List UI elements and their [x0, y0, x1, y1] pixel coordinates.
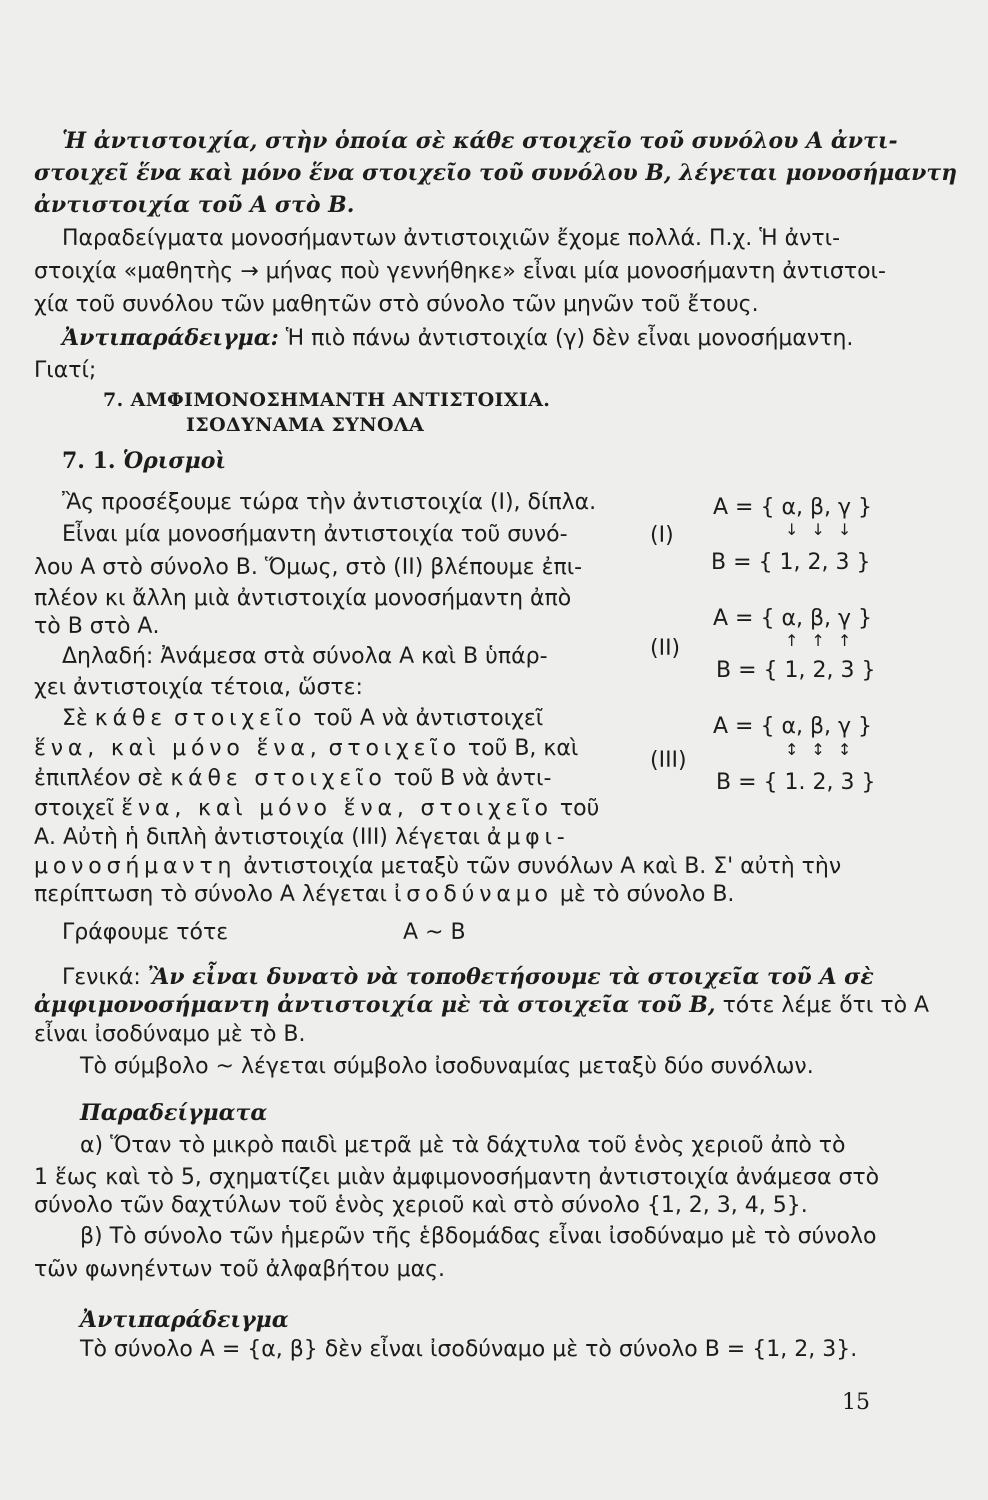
body-line-2: Εἶναι μία μονοσήμαντη ἀντιστοιχία τοῦ συνό-: [62, 522, 568, 547]
body-line-12: [34, 823, 570, 853]
diagram-1-set-b: B = { 1, 2, 3 }: [711, 550, 871, 575]
body-line-12-b: ἀμφι-: [486, 825, 570, 850]
counterexample-2-text: Τὸ σύνολο Α = {α, β} δὲν εἶναι ἰσοδύναμο μὲ τὸ σύνολο Β = {1, 2, 3}.: [80, 1337, 858, 1362]
general-label: Γενικά:: [62, 965, 141, 990]
body-line-14-a: περίπτωση τὸ σύνολο Α λέγεται: [34, 882, 387, 907]
body-line-1: Ἂς προσέξουμε τώρα τὴν ἀντιστοιχία (Ι), δίπλα.: [62, 490, 597, 515]
example-a-line-3: σύνολο τῶν δαχτύλων τοῦ ἑνὸς χεριοῦ καὶ στὸ σύνολο {1, 2, 3, 4, 5}.: [34, 1193, 808, 1218]
diagram-2-set-b: B = { 1, 2, 3 }: [716, 658, 876, 683]
diagram-3-set-b: B = { 1. 2, 3 }: [716, 770, 876, 795]
body-line-4: πλέον κι ἄλλη μιὰ ἀντιστοιχία μονοσήμαντη ἀπὸ: [34, 586, 572, 611]
definition-line-1: Ἡ ἀντιστοιχία, στὴν ὁποία σὲ κάθε στοιχεῖο τοῦ συνόλου Α ἀντι-: [62, 128, 898, 154]
body-line-7: χει ἀντιστοιχία τέτοια, ὥστε:: [34, 675, 363, 700]
subsection-title: [62, 446, 226, 477]
body-line-13-b: ἀντιστοιχία μεταξὺ τῶν συνόλων Α καὶ Β. Σ' αὐτὴ τὴν: [243, 854, 842, 879]
body-line-9-c: τοῦ Β, καὶ: [467, 736, 579, 761]
general-line-3: εἶναι ἰσοδύναμο μὲ τὸ Β.: [34, 1022, 306, 1047]
diagram-2-label: (ΙΙ): [650, 636, 681, 661]
counterexample-2-heading: Ἀντιπαράδειγμα: [80, 1307, 289, 1333]
section-title-2: ΙΣΟΔΥΝΑΜΑ ΣΥΝΟΛΑ: [186, 414, 425, 436]
counterexample-1-text: Ἡ πιὸ πάνω ἀντιστοιχία (γ) δὲν εἶναι μονοσήμαντη.: [285, 326, 854, 351]
page-number: 15: [842, 1390, 870, 1415]
body-line-8-d: τοῦ Α νὰ ἀντιστοιχεῖ: [313, 706, 544, 731]
general-statement-1: Ἂν εἶναι δυνατὸ νὰ τοποθετήσουμε τὰ στοιχεῖα τοῦ Α σὲ: [147, 964, 874, 990]
definition-line-2: στοιχεῖ ἕνα καὶ μόνο ἕνα στοιχεῖο τοῦ συνόλου Β, λέγεται μονοσήμαντη: [34, 160, 958, 186]
body-line-10-a: ἐπιπλέον σὲ: [34, 766, 164, 791]
body-line-12-a: Α. Αὐτὴ ἡ διπλὴ ἀντιστοιχία (ΙΙΙ) λέγεται: [34, 825, 480, 850]
body-line-11-a: στοιχεῖ: [34, 796, 115, 821]
body-line-8-c: στοιχεῖο: [173, 706, 307, 731]
examples-para-line-3: χία τοῦ συνόλου τῶν μαθητῶν στὸ σύνολο τῶν μηνῶν τοῦ ἔτους.: [34, 292, 759, 317]
body-line-14-c: μὲ τὸ σύνολο Β.: [559, 882, 735, 907]
diagram-2-set-a: A = { α, β, γ }: [713, 606, 872, 631]
body-line-9-a: ἕνα, καὶ μόνο ἕνα,: [34, 736, 322, 761]
counterexample-1-label: Ἀντιπαράδειγμα:: [62, 325, 279, 351]
example-a-line-1: α) Ὅταν τὸ μικρὸ παιδὶ μετρᾶ μὲ τὰ δάχτυλα τοῦ ἑνὸς χεριοῦ ἀπὸ τὸ: [80, 1133, 846, 1158]
body-line-11: [34, 794, 599, 824]
body-line-9: [34, 734, 578, 764]
body-line-14: [34, 880, 734, 910]
general-line-1: [62, 962, 874, 993]
diagram-3-set-a: A = { α, β, γ }: [713, 714, 872, 739]
body-line-8: [62, 704, 543, 734]
subsection-number: 7. 1.: [62, 448, 116, 474]
body-line-9-b: στοιχεῖο: [328, 736, 461, 761]
subsection-label: Ὁρισμοὶ: [122, 448, 227, 474]
general-line-4: Τὸ σύμβολο ~ λέγεται σύμβολο ἰσοδυναμίας μεταξὺ δύο συνόλων.: [80, 1054, 814, 1079]
diagram-1-down-arrows: ↓↓↓: [785, 520, 865, 539]
general-statement-2-tail: τότε λέμε ὅτι τὸ Α: [722, 993, 930, 1018]
diagram-3-double-arrows: ↕↕↕: [785, 740, 865, 759]
body-line-3: λου Α στὸ σύνολο Β. Ὅμως, στὸ (ΙΙ) βλέπουμε ἐπι-: [34, 555, 583, 580]
body-line-10-b: κάθε στοιχεῖο: [170, 766, 387, 791]
body-line-5: τὸ Β στὸ Α.: [34, 614, 160, 639]
write-text: Γράφουμε τότε: [62, 920, 229, 945]
example-b-line-2: τῶν φωνηέντων τοῦ ἀλφαβήτου μας.: [34, 1257, 446, 1282]
equivalence-formula: Α ~ Β: [403, 920, 466, 945]
body-line-8-b: κάθε: [94, 706, 167, 731]
general-statement-2: ἀμφιμονοσήμαντη ἀντιστοιχία μὲ τὰ στοιχεῖα τοῦ Β,: [34, 992, 716, 1018]
body-line-10: [34, 764, 551, 794]
examples-heading: Παραδείγματα: [80, 1100, 268, 1126]
example-a-line-2: 1 ἕως καὶ τὸ 5, σχηματίζει μιὰν ἀμφιμονοσήμαντη ἀντιστοιχία ἀνάμεσα στὸ: [34, 1165, 880, 1190]
body-line-10-c: τοῦ Β νὰ ἀντι-: [393, 766, 552, 791]
body-line-13: [34, 852, 841, 882]
body-line-13-a: μονοσήμαντη: [34, 854, 237, 879]
body-line-8-a: Σὲ: [62, 706, 88, 731]
body-line-6: Δηλαδή: Ἀνάμεσα στὰ σύνολα Α καὶ Β ὑπάρ-: [62, 644, 548, 669]
body-line-11-b: ἕνα, καὶ μόνο ἕνα, στοιχεῖο: [121, 796, 553, 821]
write-line: [62, 918, 228, 948]
diagram-1-label: (Ι): [650, 523, 674, 548]
diagram-1-set-a: A = { α, β, γ }: [713, 495, 872, 520]
counterexample-1-line-2: Γιατί;: [34, 358, 97, 383]
section-title-1: 7. ΑΜΦΙΜΟΝΟΣΗΜΑΝΤΗ ΑΝΤΙΣΤΟΙΧΙΑ.: [103, 389, 551, 411]
examples-para-line-2: στοιχία «μαθητὴς → μήνας ποὺ γεννήθηκε» εἶναι μία μονοσήμαντη ἀντιστοι-: [34, 259, 886, 284]
body-line-11-c: τοῦ: [559, 796, 600, 821]
diagram-2-up-arrows: ↑↑↑: [785, 631, 865, 650]
general-line-2: [34, 990, 929, 1021]
example-b-line-1: β) Τὸ σύνολο τῶν ἡμερῶν τῆς ἑβδομάδας εἶναι ἰσοδύναμο μὲ τὸ σύνολο: [80, 1224, 877, 1249]
diagram-3-label: (ΙΙΙ): [650, 748, 687, 773]
counterexample-1: [62, 323, 853, 354]
body-line-14-b: ἰσοδύναμο: [394, 882, 553, 907]
examples-para-line-1: Παραδείγματα μονοσήμαντων ἀντιστοιχιῶν ἔχομε πολλά. Π.χ. Ἡ ἀντι-: [62, 226, 841, 251]
definition-line-3: ἀντιστοιχία τοῦ Α στὸ Β.: [34, 192, 355, 218]
